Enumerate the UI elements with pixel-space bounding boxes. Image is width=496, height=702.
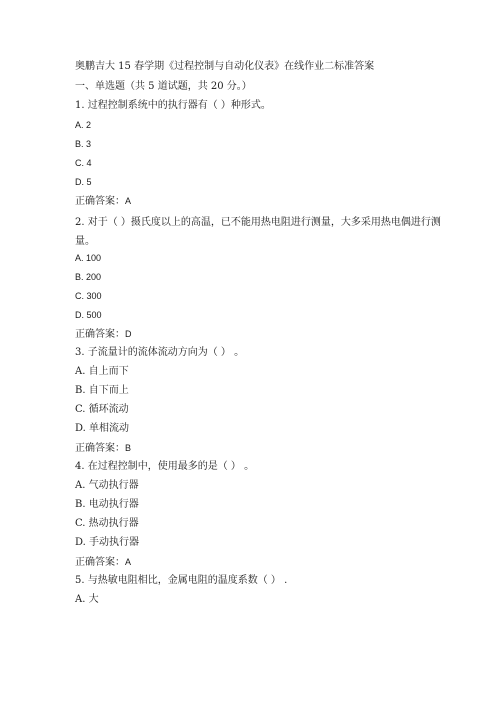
question-4-answer [75, 555, 455, 574]
question-5-stem: 5. 与热敏电阻相比，金属电阻的温度系数（ ） . [75, 575, 288, 586]
document-title: 奥鹏吉大 15 春学期《过程控制与自动化仪表》在线作业二标准答案 [75, 61, 375, 72]
answer-value: A [125, 557, 132, 567]
question-3-option-a: A. 自上而下 [75, 366, 129, 377]
answer-value: B [125, 443, 132, 453]
answer-label: 正确答案： [75, 329, 125, 340]
question-4-option-d: D. 手动执行器 [75, 537, 140, 548]
question-2-option-d: D. 500 [75, 310, 102, 320]
question-2-answer [75, 327, 455, 346]
question-1-option-a: A. 2 [75, 120, 92, 130]
question-2-option-b: B. 200 [75, 272, 102, 282]
question-3-option-b: B. 自下而上 [75, 385, 129, 396]
question-4-stem: 4. 在过程控制中，使用最多的是（ ） 。 [75, 461, 255, 472]
document-page [75, 60, 455, 612]
question-4-option-b: B. 电动执行器 [75, 499, 139, 510]
question-1-answer [75, 194, 455, 213]
question-1-stem: 1. 过程控制系统中的执行器有（ ）种形式。 [75, 100, 271, 111]
question-2-stem: 2. 对于（ ）摄氏度以上的高温，已不能用热电阻进行测量，大多采用热电偶进行测量。 [75, 217, 441, 247]
answer-label: 正确答案： [75, 443, 125, 454]
question-4-option-a: A. 气动执行器 [75, 480, 139, 491]
answer-value: D [125, 329, 132, 339]
answer-value: A [125, 196, 132, 206]
question-3-option-d: D. 单相流动 [75, 423, 130, 434]
question-5-option-a: A. 大 [75, 594, 99, 605]
answer-label: 正确答案： [75, 196, 125, 207]
question-1-option-c: C. 4 [75, 158, 92, 168]
section-heading: 一、单选题（共 5 道试题，共 20 分。） [75, 81, 252, 92]
question-2-option-a: A. 100 [75, 253, 102, 263]
question-3-stem: 3. 子流量计的流体流动方向为（ ） 。 [75, 347, 245, 358]
question-3-answer [75, 441, 455, 460]
question-3-option-c: C. 循环流动 [75, 404, 129, 415]
question-2-option-c: C. 300 [75, 291, 102, 301]
question-4-option-c: C. 热动执行器 [75, 518, 139, 529]
answer-label: 正确答案： [75, 557, 125, 568]
question-1-option-d: D. 5 [75, 177, 92, 187]
question-1-option-b: B. 3 [75, 139, 92, 149]
